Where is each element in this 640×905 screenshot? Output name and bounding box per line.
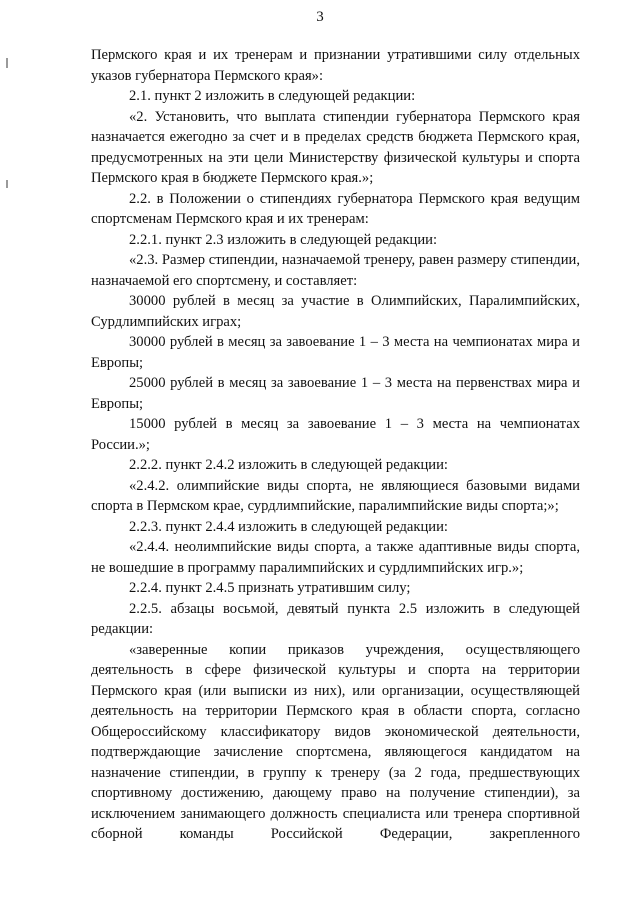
- paragraph: 30000 рублей в месяц за участие в Олимпийских, Паралимпийских, Сурдлимпийских играх;: [91, 293, 580, 330]
- paragraph: Пермского края и их тренерам и признании утратившими силу отдельных указов губернатора Пермского края»:: [91, 47, 580, 84]
- paragraph: «заверенные копии приказов учреждения, осуществляющего деятельность в сфере физической культуры и спорта на территории Пермского края (или выписки из них), или организации, осуществляющей деятельность на территории Пермского края в области спорта, согласно Общероссийскому классификатору видов экономической деятельности, подтверждающие зачисление спортсмена, являющегося кандидатом на назначение стипендии, в группу к тренеру (за 2 года, предшествующих спортивному достижению, дающему право на получение стипендии), за исключением занимающего должность специалиста или тренера спортивной сборной команды Российской Федерации, закрепленного: [91, 641, 580, 842]
- paragraph: 2.2.1. пункт 2.3 изложить в следующей редакции:: [129, 231, 438, 248]
- paragraph: «2. Установить, что выплата стипендии губернатора Пермского края назначается ежегодно за счет и в пределах средств бюджета Пермского края, предусмотренных на эти цели Министерству физической культуры и спорта Пермского края в бюджете Пермского края.»;: [91, 108, 580, 186]
- paragraph: «2.4.2. олимпийские виды спорта, не являющиеся базовыми видами спорта в Пермском крае, сурдлимпийские, паралимпийские виды спорта;»;: [91, 477, 580, 514]
- paragraph: «2.3. Размер стипендии, назначаемой тренеру, равен размеру стипендии, назначаемой его спортсмену, и составляет:: [91, 252, 580, 289]
- scan-edge-mark: [6, 180, 8, 188]
- paragraph: 30000 рублей в месяц за завоевание 1 – 3 места на чемпионатах мира и Европы;: [91, 334, 580, 371]
- page-number: 3: [316, 9, 324, 25]
- paragraph: 2.1. пункт 2 изложить в следующей редакции:: [129, 88, 416, 104]
- document-body: [91, 45, 580, 845]
- scan-edge-mark: [6, 58, 8, 68]
- paragraph: 2.2.4. пункт 2.4.5 признать утратившим силу;: [129, 580, 411, 596]
- paragraph: 25000 рублей в месяц за завоевание 1 – 3 места на первенствах мира и Европы;: [91, 375, 580, 412]
- paragraph: 15000 рублей в месяц за завоевание 1 – 3 места на чемпионатах России.»;: [91, 416, 580, 453]
- paragraph: 2.2.2. пункт 2.4.2 изложить в следующей редакции:: [129, 457, 448, 473]
- paragraph: 2.2.3. пункт 2.4.4 изложить в следующей редакции:: [129, 518, 448, 535]
- paragraph: 2.2.5. абзацы восьмой, девятый пункта 2.5 изложить в следующей редакции:: [91, 600, 580, 637]
- paragraph: 2.2. в Положении о стипендиях губернатора Пермского края ведущим спортсменам Пермского края и их тренерам:: [91, 190, 580, 227]
- paragraph: «2.4.4. неолимпийские виды спорта, а также адаптивные виды спорта, не вошедшие в программу паралимпийских и сурдлимпийских игр.»;: [91, 539, 580, 576]
